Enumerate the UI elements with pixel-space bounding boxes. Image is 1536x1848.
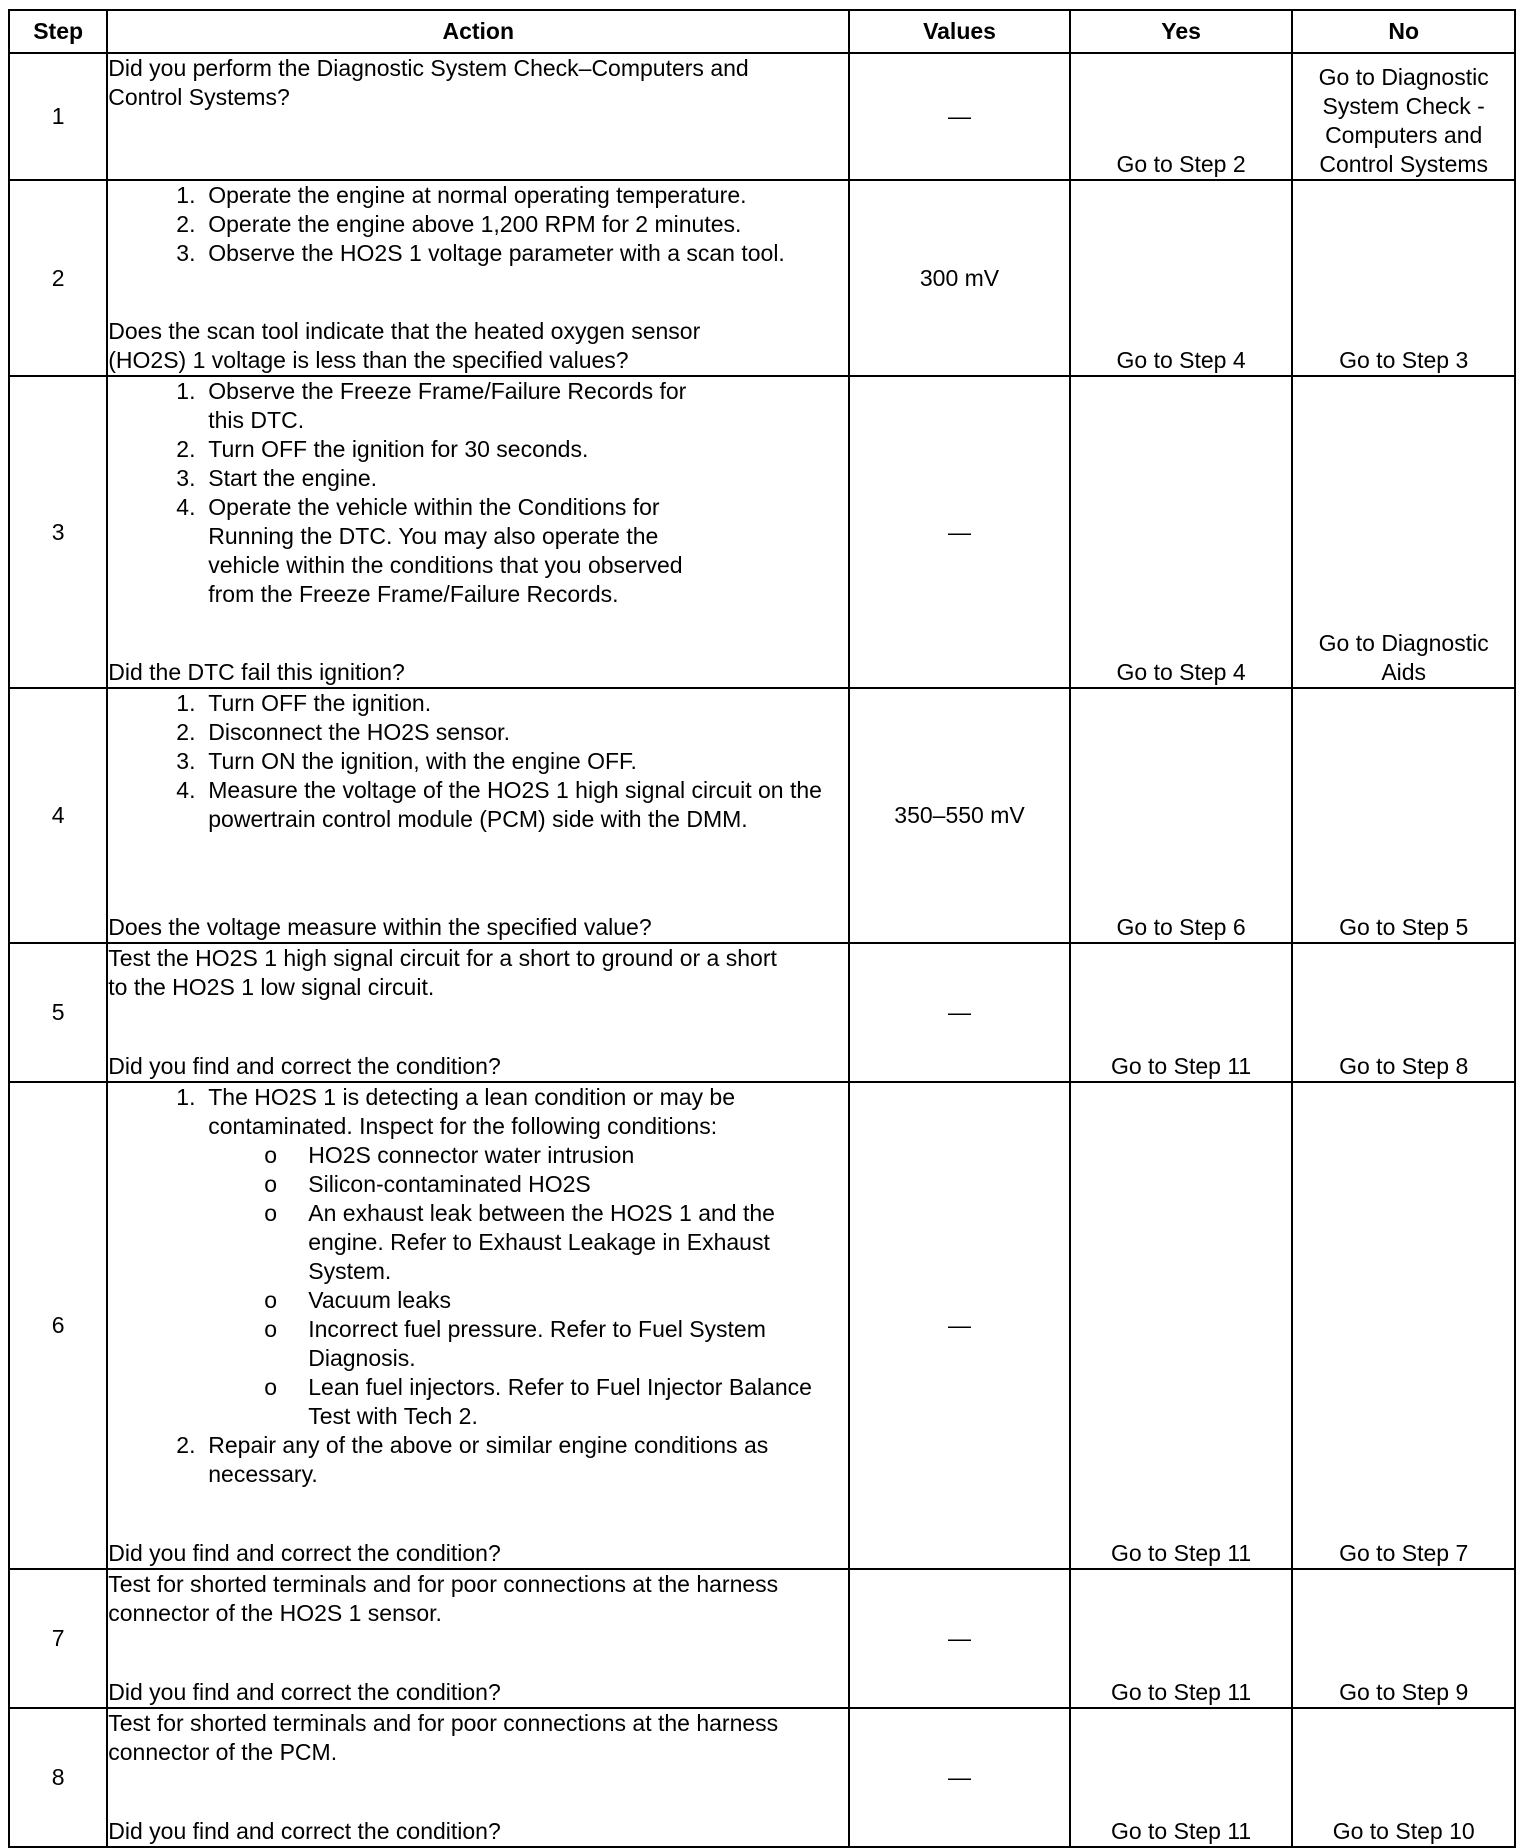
header-no: No	[1292, 10, 1515, 53]
action-question: Did you find and correct the condition?	[108, 1679, 501, 1705]
condition-item: o An exhaust leak between the HO2S 1 and the engine. Refer to Exhaust Leakage in Exhaust System.	[308, 1199, 828, 1286]
action-question: Did the DTC fail this ignition?	[108, 659, 405, 685]
action-steps	[108, 689, 848, 834]
action-steps	[108, 1083, 848, 1489]
action-cell	[107, 53, 849, 180]
action-text: Test the HO2S 1 high signal circuit for a short to ground or a short to the HO2S 1 low signal circuit.	[108, 945, 777, 1000]
action-step: 3. Observe the HO2S 1 voltage parameter with a scan tool.	[208, 239, 848, 268]
table-row	[9, 376, 1515, 688]
action-step: 3. Start the engine.	[208, 464, 728, 493]
header-row	[9, 10, 1515, 53]
diagnostic-table	[8, 9, 1516, 1848]
value-cell: 350–550 mV	[849, 688, 1070, 943]
condition-item: o Lean fuel injectors. Refer to Fuel Injector Balance Test with Tech 2.	[308, 1373, 828, 1431]
value-cell: —	[849, 1708, 1070, 1847]
action-text: Test for shorted terminals and for poor connections at the harness connector of the PCM.	[108, 1710, 779, 1765]
no-cell: Go to Step 9	[1292, 1569, 1515, 1708]
step-number: 2	[9, 180, 107, 376]
action-step: 2. Turn OFF the ignition for 30 seconds.	[208, 435, 728, 464]
action-question: Did you find and correct the condition?	[108, 1540, 501, 1566]
action-cell	[107, 1082, 849, 1569]
table-row	[9, 1708, 1515, 1847]
header-values: Values	[849, 10, 1070, 53]
yes-cell: Go to Step 11	[1070, 943, 1293, 1082]
value-cell: —	[849, 1569, 1070, 1708]
action-cell	[107, 376, 849, 688]
action-step-text: The HO2S 1 is detecting a lean condition or may be contaminated. Inspect for the following conditions:	[208, 1084, 735, 1139]
action-step: 3. Turn ON the ignition, with the engine OFF.	[208, 747, 848, 776]
action-step: 2. Operate the engine above 1,200 RPM for 2 minutes.	[208, 210, 848, 239]
table-row	[9, 943, 1515, 1082]
action-steps	[108, 181, 848, 268]
no-cell: Go to Step 10	[1292, 1708, 1515, 1847]
step-number: 1	[9, 53, 107, 180]
yes-cell: Go to Step 11	[1070, 1082, 1293, 1569]
action-step	[208, 1083, 848, 1431]
action-step: 1. Turn OFF the ignition.	[208, 689, 848, 718]
action-question: Did you find and correct the condition?	[108, 1053, 501, 1079]
value-cell: —	[849, 53, 1070, 180]
condition-list	[208, 1141, 828, 1431]
action-cell	[107, 688, 849, 943]
yes-cell: Go to Step 6	[1070, 688, 1293, 943]
action-question: Does the voltage measure within the specified value?	[108, 914, 652, 940]
yes-cell: Go to Step 2	[1070, 53, 1293, 180]
table-row	[9, 1569, 1515, 1708]
action-text: Did you perform the Diagnostic System Check–Computers and Control Systems?	[108, 55, 749, 110]
action-steps	[108, 377, 728, 609]
action-cell	[107, 943, 849, 1082]
action-cell	[107, 180, 849, 376]
action-step: 1. Observe the Freeze Frame/Failure Records for this DTC.	[208, 377, 728, 435]
action-step: 2. Repair any of the above or similar engine conditions as necessary.	[208, 1431, 848, 1489]
header-action: Action	[107, 10, 849, 53]
value-cell: 300 mV	[849, 180, 1070, 376]
action-step: 1. Operate the engine at normal operating temperature.	[208, 181, 848, 210]
action-step: 4. Measure the voltage of the HO2S 1 high signal circuit on the powertrain control module (PCM) side with the DMM.	[208, 776, 848, 834]
step-number: 3	[9, 376, 107, 688]
condition-item: o Silicon-contaminated HO2S	[308, 1170, 828, 1199]
action-cell	[107, 1708, 849, 1847]
no-cell: Go to Diagnostic Aids	[1292, 376, 1515, 688]
no-cell: Go to Step 5	[1292, 688, 1515, 943]
value-cell: —	[849, 1082, 1070, 1569]
no-cell: Go to Step 7	[1292, 1082, 1515, 1569]
step-number: 6	[9, 1082, 107, 1569]
step-number: 7	[9, 1569, 107, 1708]
table-row	[9, 53, 1515, 180]
yes-cell: Go to Step 4	[1070, 180, 1293, 376]
yes-cell: Go to Step 11	[1070, 1569, 1293, 1708]
condition-item: o HO2S connector water intrusion	[308, 1141, 828, 1170]
table-row	[9, 688, 1515, 943]
condition-item: o Incorrect fuel pressure. Refer to Fuel System Diagnosis.	[308, 1315, 828, 1373]
action-step: 2. Disconnect the HO2S sensor.	[208, 718, 848, 747]
action-cell	[107, 1569, 849, 1708]
header-step: Step	[9, 10, 107, 53]
table-row	[9, 180, 1515, 376]
yes-cell: Go to Step 4	[1070, 376, 1293, 688]
action-question: Does the scan tool indicate that the heated oxygen sensor (HO2S) 1 voltage is less than the specified values?	[108, 318, 701, 373]
no-cell: Go to Diagnostic System Check - Computers and Control Systems	[1292, 53, 1515, 180]
header-yes: Yes	[1070, 10, 1293, 53]
condition-item: o Vacuum leaks	[308, 1286, 828, 1315]
value-cell: —	[849, 943, 1070, 1082]
no-cell: Go to Step 8	[1292, 943, 1515, 1082]
step-number: 4	[9, 688, 107, 943]
step-number: 8	[9, 1708, 107, 1847]
action-text: Test for shorted terminals and for poor connections at the harness connector of the HO2S 1 sensor.	[108, 1571, 779, 1626]
yes-cell: Go to Step 11	[1070, 1708, 1293, 1847]
action-question: Did you find and correct the condition?	[108, 1818, 501, 1844]
no-cell: Go to Step 3	[1292, 180, 1515, 376]
value-cell: —	[849, 376, 1070, 688]
step-number: 5	[9, 943, 107, 1082]
action-step: 4. Operate the vehicle within the Conditions for Running the DTC. You may also operate the vehicle within the conditions that you observed from the Freeze Frame/Failure Records.	[208, 493, 728, 609]
table-row	[9, 1082, 1515, 1569]
